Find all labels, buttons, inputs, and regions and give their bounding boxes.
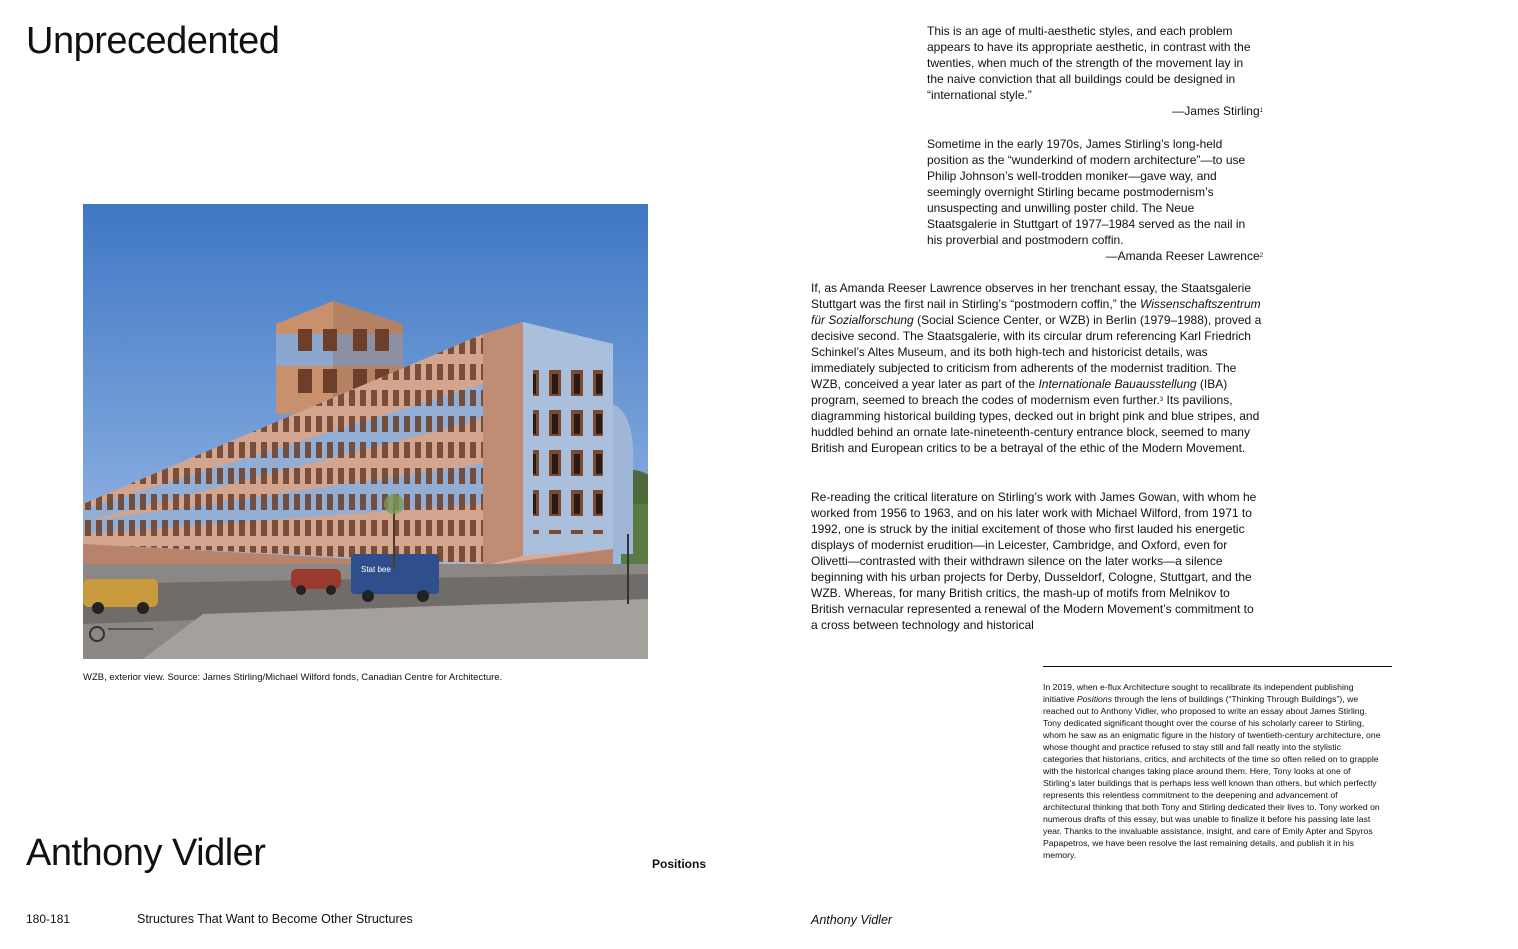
epigraph-attribution: —Amanda Reeser Lawrence$^2$ (1105, 249, 1263, 263)
footnote-ref: 1 (1259, 108, 1263, 114)
footnote-ref: 2 (1259, 253, 1263, 259)
running-title: Structures That Want to Become Other Structures (137, 912, 413, 926)
author-name: Anthony Vidler (26, 832, 266, 874)
figure-caption: WZB, exterior view. Source: James Stirling/Michael Wilford fonds, Canadian Centre for Architecture. (83, 672, 503, 683)
body-paragraph-2: Re-reading the critical literature on Stirling’s work with James Gowan, with whom he worked from 1956 to 1963, and on his later work with Michael Wilford, from 1971 to 1992, one is struck by the initial excitement of those who first lauded his energetic displays of modernist erudition—in Leicester, Cambridge, and Oxford, even for Olivetti—contrasted with their withdrawn silence on the later works—a silence beginning with his urban projects for Derby, Dusseldorf, Cologne, Stuttgart, and the WZB. Whereas, for many British critics, the mash-up of motifs from Melnikov to British vernacular represented a renewal of the Modern Movement’s commitment to a cross between technology and historical (811, 490, 1257, 632)
body-paragraph-1: If, as Amanda Reeser Lawrence observes in her trenchant essay, the Staatsgalerie Stuttgart was the first nail in Stirling’s “postmodern coffin,” the Wissenschaftszentrum für Sozialforschung (Social Science Center, or WZB) in Berlin (1979–1988), proved a decisive second. The Staatsgalerie, with its circular drum referencing Karl Friedrich Schinkel’s Altes Museum, and its both high-tech and historicist details, was immediately subjected to criticism from adherents of the modernist tradition. The WZB, conceived a year later as part of the Internationale Bauausstellung (IBA) program, seemed to breach the codes of modernism even further.$^3$ Its pavilions, diagramming historical building types, decked out in bright pink and blue stripes, and huddled behind an ornate late-nineteenth-century entrance block, seemed to many British and European critics to be a betrayal of the ethic of the Modern Movement. (811, 281, 1262, 455)
van-sign: Stat bee (361, 565, 391, 574)
wzb-exterior-photo (83, 204, 648, 659)
section-label: Positions (652, 857, 707, 871)
footnote-ref: 3 (1159, 397, 1164, 403)
epigraph-text: Sometime in the early 1970s, James Stirling’s long-held position as the “wunderkind of modern architecture”—to use Philip Johnson’s well-trodden moniker—gave way, and seemingly overnight Stirling became postmodernism’s unsuspecting and unwilling poster child. The Neue Staatsgalerie in Stuttgart of 1977–1984 served as the nail in his proverbial and postmodern coffin. (927, 137, 1246, 247)
epigraph-attribution: —James Stirling$^1$ (1172, 104, 1263, 118)
epigraph-lawrence (927, 136, 1263, 264)
page-numbers: 180-181 (26, 912, 71, 926)
note-divider (1043, 666, 1392, 667)
epigraph-text: This is an age of multi-aesthetic styles, and each problem appears to have its appropriate aesthetic, in contrast with the twenties, when much of the strength of the movement lay in the naive conviction that all buildings could be designed in “international style.” (927, 24, 1251, 102)
editor-note: In 2019, when e-flux Architecture sought to recalibrate its independent publishing initiative Positions through the lens of buildings (“Thinking Through Buildings”), we reached out to Anthony Vidler, who proposed to write an essay about James Stirling. Tony dedicated significant thought over the course of his scholarly career to Stirling, whom he saw as an enigmatic figure in the history of twentieth-century architecture, one whose thought and practice refused to stay still and fall neatly into the stylistic categories that historians, critics, and architects of the time so often relied on to grapple with the historical changes taking place around them. Here, Tony looks at one of Stirling’s later buildings that is perhaps less well known than others, but which perfectly represents this relentless commitment to the deepening and advancement of architectural thinking that both Tony and Stirling dedicated their lives to. Tony worked on numerous drafts of this essay, but was unable to finalize it before his passing late last year. Thanks to the invaluable assistance, insight, and care of Emily Apter and Spyros Papapetros, we have been resolve the last remaining details, and publish it in his memory. (1043, 682, 1381, 860)
epigraph-stirling (927, 23, 1263, 119)
essay-title: Unprecedented (26, 20, 280, 62)
footer-author: Anthony Vidler (811, 913, 893, 927)
